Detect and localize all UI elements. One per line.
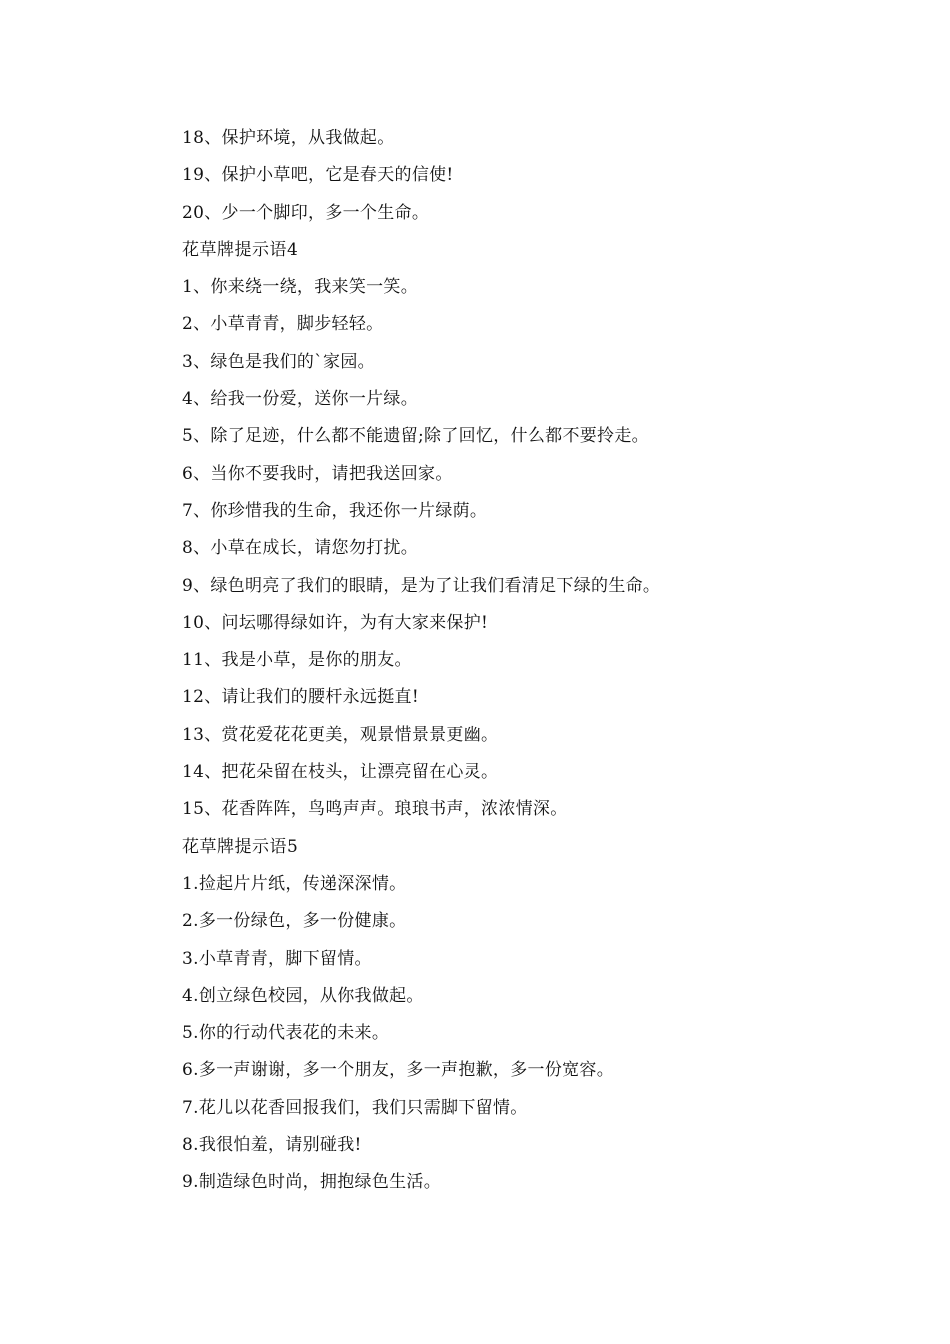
list-item: 3、绿色是我们的`家园。 <box>182 351 375 372</box>
list-item: 11、我是小草，是你的朋友。 <box>182 650 412 671</box>
list-item: 9.制造绿色时尚，拥抱绿色生活。 <box>182 1172 442 1193</box>
list-item: 5、除了足迹，什么都不能遗留;除了回忆，什么都不要拎走。 <box>182 426 649 447</box>
list-item: 12、请让我们的腰杆永远挺直! <box>182 687 419 708</box>
list-item: 8、小草在成长，请您勿打扰。 <box>182 538 419 559</box>
list-item: 3.小草青青，脚下留情。 <box>182 948 372 969</box>
list-item: 13、赏花爱花花更美，观景惜景景更幽。 <box>182 724 499 745</box>
list-item: 10、问坛哪得绿如许，为有大家来保护! <box>182 612 489 633</box>
section-heading: 花草牌提示语5 <box>182 836 299 857</box>
list-item: 8.我很怕羞，请别碰我! <box>182 1135 362 1156</box>
list-item: 7.花儿以花香回报我们，我们只需脚下留情。 <box>182 1097 528 1118</box>
list-item: 6.多一声谢谢，多一个朋友，多一声抱歉，多一份宽容。 <box>182 1060 615 1081</box>
list-item: 6、当你不要我时，请把我送回家。 <box>182 463 453 484</box>
list-item: 9、绿色明亮了我们的眼睛，是为了让我们看清足下绿的生命。 <box>182 575 661 596</box>
list-item: 18、保护环境，从我做起。 <box>182 128 395 148</box>
list-item: 4、给我一份爱，送你一片绿。 <box>182 389 419 410</box>
list-item: 1、你来绕一绕，我来笑一笑。 <box>182 277 419 298</box>
list-item: 15、花香阵阵，鸟鸣声声。琅琅书声，浓浓情深。 <box>182 799 568 820</box>
list-item: 19、保护小草吧，它是春天的信使! <box>182 165 454 186</box>
list-item: 20、少一个脚印，多一个生命。 <box>182 202 430 223</box>
list-item: 14、把花朵留在枝头，让漂亮留在心灵。 <box>182 762 499 783</box>
section-heading: 花草牌提示语4 <box>182 239 299 260</box>
list-item: 7、你珍惜我的生命，我还你一片绿荫。 <box>182 500 488 521</box>
document-body <box>182 120 922 1202</box>
list-item: 4.创立绿色校园，从你我做起。 <box>182 985 424 1006</box>
list-item: 2.多一份绿色，多一份健康。 <box>182 911 407 932</box>
list-item: 5.你的行动代表花的未来。 <box>182 1023 390 1044</box>
list-item: 2、小草青青，脚步轻轻。 <box>182 314 384 335</box>
list-item: 1.捡起片片纸，传递深深情。 <box>182 873 407 894</box>
